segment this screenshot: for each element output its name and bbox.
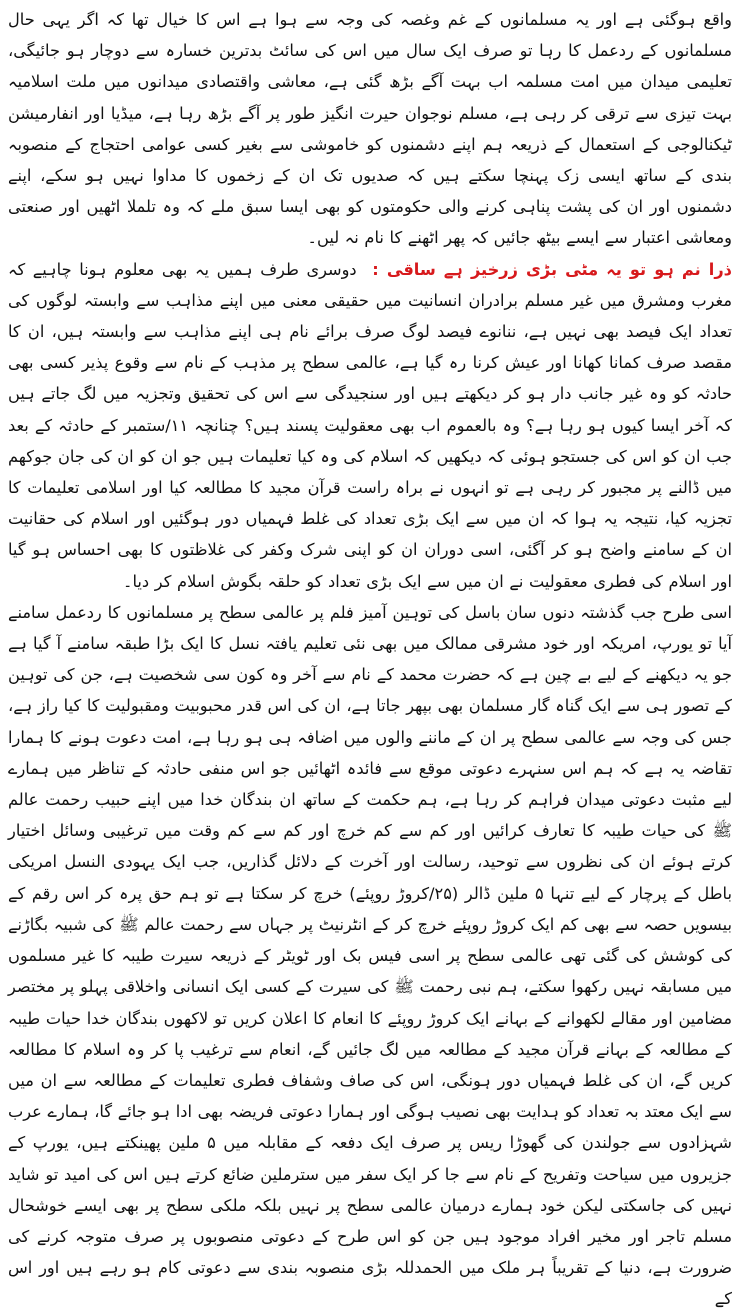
paragraph-3 <box>8 597 732 1315</box>
section-heading: ذرا نم ہو تو یہ مٹی بڑی زرخیز ہے ساقی : <box>372 259 732 279</box>
paragraph-2-text: دوسری طرف ہمیں یہ بھی معلوم ہونا چاہیے کہ مغرب ومشرق میں غیر مسلم برادران انسانیت میں حقیقی معنی میں اپنے مذاہب سے وابستہ لوگوں کی تعداد ایک فیصد بھی نہیں ہے، ننانوے فیصد لوگ صرف برائے نام ہی اپنے مذاہب سے وابستہ ہیں، ان کا مقصد صرف کمانا کھانا اور عیش کرنا رہ گیا ہے، عالمی سطح پر مذہب کے نام سے وقوع پذیر کسی بھی حادثہ کو وہ غیر جانب دار ہو کر دیکھتے ہیں اور سنجیدگی سے اس کی تحقیق وتجزیہ میں لگ جاتے ہیں کہ آخر ایسا کیوں ہو رہا ہے؟ وہ بالعموم اب بھی معقولیت پسند ہیں؟ چنانچہ ۱۱/ستمبر کے حادثہ کے بعد جب ان کو اس کی جستجو ہوئی کہ دیکھیں کہ اسلام کی وہ کیا تعلیمات ہیں جو ان کو ان کی جان جوکھم میں ڈالنے پر مجبور کر رہی ہے تو انہوں نے براہ راست قرآن مجید کا مطالعہ کیا اور اسلامی تعلیمات کا تجزیہ کیا، نتیجہ یہ ہوا کہ ان میں سے ایک بڑی تعداد کی غلط فہمیاں دور ہوگئیں اور اسلام کی حقانیت ان کے سامنے واضح ہو کر آگئی، اسی دوران ان کو اپنی شرک وکفر کی غلاظتوں کا بھی احساس ہو گیا اور اسلام کی فطری معقولیت نے ان میں سے ایک بڑی تعداد کو حلقہ بگوش اسلام کر دیا۔ <box>8 259 733 591</box>
paragraph-2 <box>8 254 732 597</box>
paragraph-1-text: واقع ہوگئی ہے اور یہ مسلمانوں کے غم وغصہ کی وجہ سے ہوا ہے اس کا خیال تھا کہ اگر یہی حال مسلمانوں کے ردعمل کا رہا تو صرف ایک سال میں اس کی سائٹ بدترین خسارہ سے دوچار ہو جائیگی، تعلیمی میدان میں امت مسلمہ اب بہت آگے بڑھ گئی ہے، معاشی واقتصادی میدانوں میں ملت اسلامیہ بہت تیزی سے ترقی کر رہی ہے، مسلم نوجوان حیرت انگیز طور پر آگے بڑھ رہا ہے، میڈیا اور انفارمیشن ٹیکنالوجی کے استعمال کے ذریعہ ہم اپنے دشمنوں کو خاموشی سے بغیر کسی عوامی احتجاج کے منصوبہ بندی کے ساتھ ایسی زک پہنچا سکتے ہیں کہ صدیوں تک ان کے زخموں کا مداوا نہیں ہو سکے، اپنے دشمنوں اور ان کی پشت پناہی کرنے والی حکومتوں کو بھی ایسا سبق ملے کہ وہ تلملا اٹھیں اور صنعتی ومعاشی اعتبار سے ایسے بیٹھ جائیں کہ پھر اٹھنے کا نام نہ لیں۔ <box>8 10 732 248</box>
paragraph-1 <box>8 4 732 254</box>
paragraph-3-text: اسی طرح جب گذشتہ دنوں سان باسل کی توہین آمیز فلم پر عالمی سطح پر مسلمانوں کا ردعمل سامنے آیا تو یورپ، امریکہ اور خود مشرقی ممالک میں بھی نئی تعلیم یافتہ نسل کا ایک بڑا طبقہ سامنے آ گیا ہے جو یہ دیکھنے کے لیے بے چین ہے کہ حضرت محمد کے نام سے آخر وہ کون سی شخصیت ہے، جن کی توہین کے تصور ہی سے ایک گناہ گار مسلمان بھی بپھر جاتا ہے، ان کی اس قدر محبوبیت ومقبولیت کا کیا راز ہے، جس کی وجہ سے عالمی سطح پر ان کے ماننے والوں میں اضافہ ہی ہو رہا ہے، امت دعوت ہونے کا ہمارا تقاضہ یہ ہے کہ ہم اس سنہرے دعوتی موقع سے فائدہ اٹھائیں جو اس منفی حادثہ کے تناظر میں ہمارے لیے مثبت دعوتی میدان فراہم کر رہا ہے، ہم حکمت کے ساتھ ان بندگان خدا میں اپنے حبیب رحمت عالم ﷺ کی حیات طیبہ کا تعارف کرائیں اور کم سے کم خرچ اور کم سے کم وقت میں ترغیبی وسائل اختیار کرتے ہوئے ان کی نظروں سے توحید، رسالت اور آخرت کے دلائل گذاریں، جب ایک یہودی النسل امریکی باطل کے پرچار کے لیے تنہا ۵ ملین ڈالر (۲۵/کروڑ روپئے) خرچ کر سکتا ہے تو ہم حق پرہ کر اس رقم کے بیسویں حصہ سے بھی کم ایک کروڑ روپئے خرچ کر کے انٹرنیٹ پر جہاں سے رحمت عالم ﷺ کی شبیہ بگاڑنے کی کوشش کی گئی تھی عالمی سطح پر اسی فیس بک اور ٹویٹر کے ذریعہ سیرت طیبہ کا غیر مسلموں میں مسابقہ نہیں رکھوا سکتے، ہم نبی رحمت ﷺ کی سیرت کے کسی ایک انسانی واخلاقی پہلو پر مختصر مضامین اور مقالے لکھوانے کے بہانے ایک کروڑ روپئے کا انعام کا اعلان کریں تو لاکھوں بندگان خدا حیات طیبہ کے مطالعہ کے بہانے قرآن مجید کے مطالعہ میں لگ جائیں گے، انعام سے ترغیب پا کر وہ اسلام کا مطالعہ کریں گے، ان کی غلط فہمیاں دور ہونگی، اس کی صاف وشفاف فطری تعلیمات کے مطالعہ سے ان میں سے ایک معتد بہ تعداد کو ہدایت بھی نصیب ہوگی اور ہمارا دعوتی فریضہ بھی ادا ہو جائے گا، ہمارے عرب شہزادوں سے جولندن کی گھوڑا ریس پر صرف ایک دفعہ کے مقابلہ میں ۵ ملین پھینکتے ہیں، یورپ کے جزیروں میں سیاحت وتفریح کے نام سے جا کر ایک سفر میں سترملین ضائع کرتے ہیں اس کی امید تو شاید نہیں کی جاسکتی لیکن خود ہمارے درمیان عالمی سطح پر نہیں بلکہ ملکی سطح پر بھی ایسے خوشحال مسلم تاجر اور مخیر افراد موجود ہیں جن کو اس طرح کے دعوتی منصوبوں پر صرف متوجہ کرنے کی ضرورت ہے، دنیا کے تقریباً ہر ملک میں الحمدللہ بڑی منصوبہ بندی سے دعوتی کام ہو رہے ہیں اور اس کے <box>8 602 732 1309</box>
